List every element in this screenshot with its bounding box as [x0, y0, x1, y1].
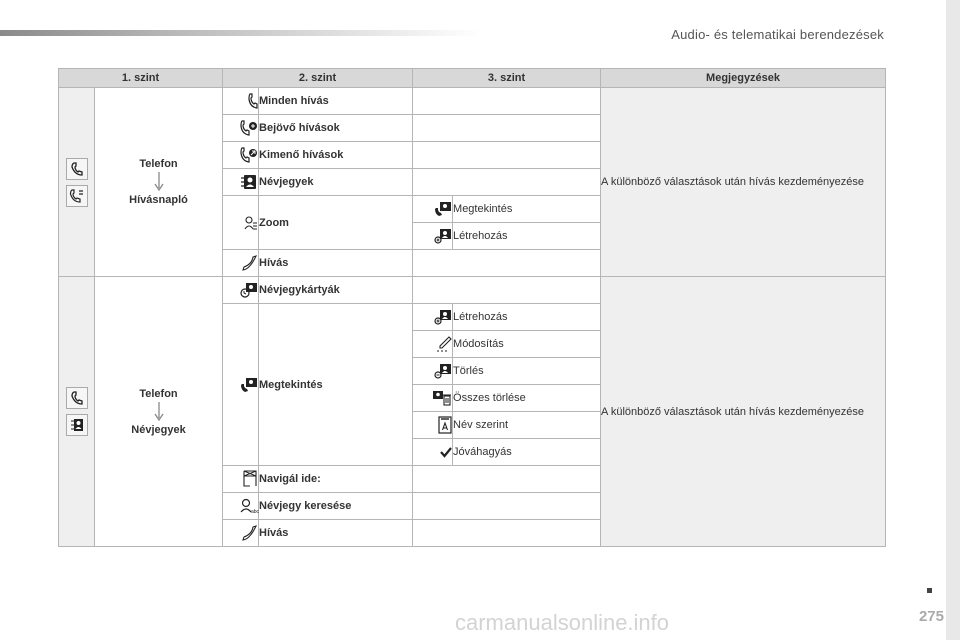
column-header-level1: 1. szint [59, 69, 223, 88]
menu-item-call[interactable]: Hívás [259, 520, 413, 547]
call-icon-cell [223, 250, 259, 277]
view-icon [240, 377, 258, 393]
block1-icons [59, 88, 95, 277]
incoming-calls-icon-cell [223, 115, 259, 142]
create-icon-cell [413, 304, 453, 331]
block2-note: A különböző választások után hívás kezdeményezése [601, 277, 886, 547]
empty-cell [413, 142, 601, 169]
empty-cell [413, 277, 601, 304]
menu-item-business-cards[interactable]: Névjegykártyák [259, 277, 413, 304]
block1-level1 [95, 88, 223, 277]
create-contact-icon [434, 228, 452, 244]
call-icon [242, 255, 258, 271]
level1-phone-label: Telefon [139, 158, 178, 170]
page-marker [927, 588, 932, 593]
all-calls-icon [248, 93, 258, 109]
all-calls-icon-cell [223, 88, 259, 115]
zoom-icon [244, 215, 258, 231]
zoom-icon-cell [223, 196, 259, 250]
confirm-icon-cell [413, 439, 453, 466]
submenu-item-confirm[interactable]: Jóváhagyás [453, 439, 601, 466]
column-header-level3: 3. szint [413, 69, 601, 88]
trash-icon [432, 390, 452, 406]
empty-cell [413, 169, 601, 196]
submenu-item-view[interactable]: Megtekintés [453, 196, 601, 223]
svg-text:abc: abc [251, 509, 260, 515]
outgoing-calls-icon [240, 147, 258, 163]
checkmark-icon [440, 446, 452, 458]
level1-contacts-label: Névjegyek [131, 423, 186, 436]
menu-item-view[interactable]: Megtekintés [259, 304, 413, 466]
menu-item-all-calls[interactable]: Minden hívás [259, 88, 413, 115]
business-cards-icon-cell [223, 277, 259, 304]
level1-call-log-label: Hívásnapló [129, 194, 188, 206]
menu-item-contacts[interactable]: Névjegyek [259, 169, 413, 196]
view-icon-cell [413, 196, 453, 223]
pencil-icon [436, 336, 452, 352]
delete-all-icon-cell [413, 385, 453, 412]
contacts-icon [66, 414, 88, 436]
column-header-notes: Megjegyzések [601, 69, 886, 88]
view-icon-cell [223, 304, 259, 466]
call-icon [242, 525, 258, 541]
menu-table [58, 68, 886, 547]
submenu-item-delete[interactable]: Törlés [453, 358, 601, 385]
phone-icon [66, 158, 88, 180]
arrow-down-icon [154, 172, 164, 192]
delete-icon-cell [413, 358, 453, 385]
sort-by-name-icon [438, 416, 452, 434]
contacts-icon-cell [223, 169, 259, 196]
submenu-item-create[interactable]: Létrehozás [453, 304, 601, 331]
empty-cell [413, 493, 601, 520]
contacts-icon [240, 174, 258, 190]
business-cards-icon [240, 282, 258, 298]
navigate-icon-cell [223, 466, 259, 493]
menu-item-zoom[interactable]: Zoom [259, 196, 413, 250]
call-icon-cell [223, 520, 259, 547]
submenu-item-create[interactable]: Létrehozás [453, 223, 601, 250]
search-contact-icon-cell [223, 493, 259, 520]
edit-icon-cell [413, 331, 453, 358]
view-icon [434, 201, 452, 217]
incoming-calls-icon [240, 120, 258, 136]
navigation-flag-icon [242, 470, 258, 488]
menu-item-navigate[interactable]: Navigál ide: [259, 466, 413, 493]
block2-level1 [95, 277, 223, 547]
submenu-item-delete-all[interactable]: Összes törlése [453, 385, 601, 412]
block1-note: A különböző választások után hívás kezdeményezése [601, 88, 886, 277]
level1-phone-label: Telefon [139, 387, 178, 400]
page-edge-strip [946, 0, 960, 640]
empty-cell [413, 115, 601, 142]
outgoing-calls-icon-cell [223, 142, 259, 169]
menu-item-search-contact[interactable]: Névjegy keresése [259, 493, 413, 520]
header-gradient-bar [0, 30, 480, 36]
page-number: 275 [918, 608, 944, 625]
watermark: carmanualsonline.info [455, 610, 670, 635]
arrow-down-icon [154, 402, 164, 422]
phone-icon [66, 387, 88, 409]
empty-cell [413, 520, 601, 547]
menu-item-outgoing-calls[interactable]: Kimenő hívások [259, 142, 413, 169]
page-header-title: Audio- és telematikai berendezések [671, 27, 884, 42]
delete-contact-icon [434, 363, 452, 379]
empty-cell [413, 466, 601, 493]
empty-cell [413, 250, 601, 277]
call-log-icon [66, 185, 88, 207]
by-name-icon-cell [413, 412, 453, 439]
menu-item-call[interactable]: Hívás [259, 250, 413, 277]
create-contact-icon [434, 309, 452, 325]
submenu-item-edit[interactable]: Módosítás [453, 331, 601, 358]
block2-icons [59, 277, 95, 547]
submenu-item-by-name[interactable]: Név szerint [453, 412, 601, 439]
column-header-level2: 2. szint [223, 69, 413, 88]
empty-cell [413, 88, 601, 115]
search-contact-icon [240, 498, 258, 514]
create-icon-cell [413, 223, 453, 250]
menu-item-incoming-calls[interactable]: Bejövő hívások [259, 115, 413, 142]
